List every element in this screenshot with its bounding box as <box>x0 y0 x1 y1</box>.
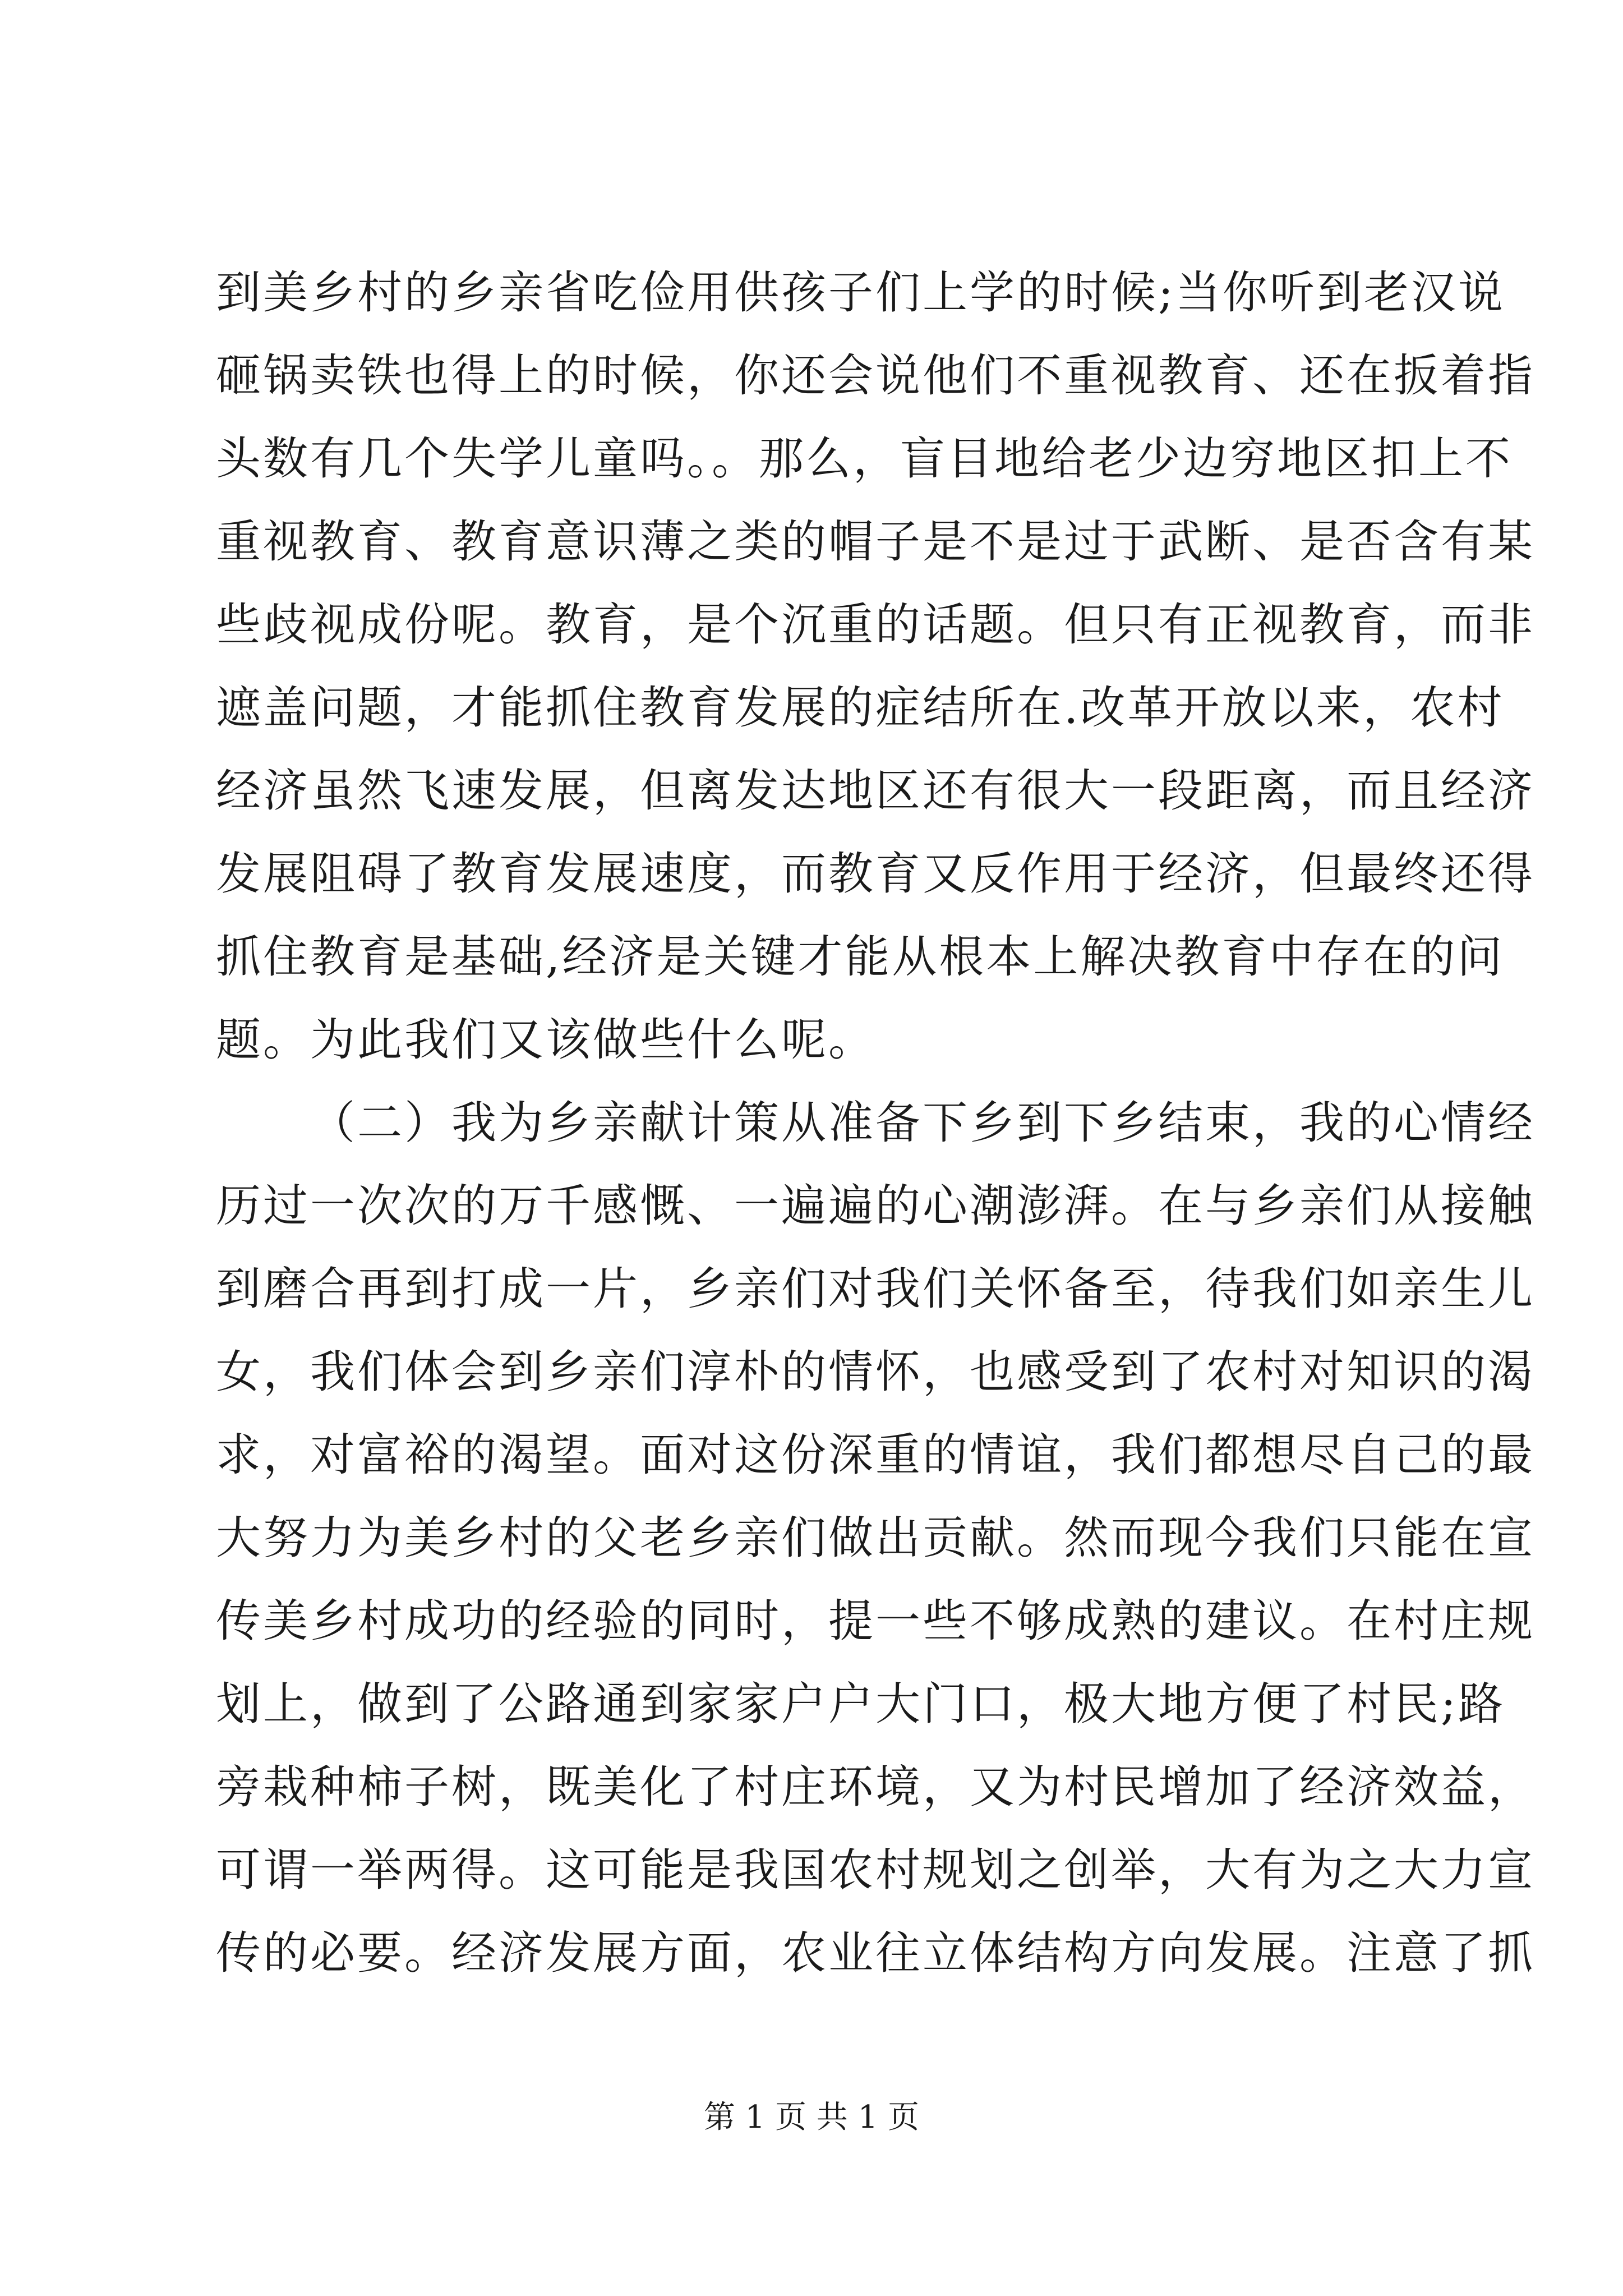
text-line: 传的必要。经济发展方面，农业往立体结构方向发展。注意了抓 <box>216 1927 1535 1979</box>
text-line: （二）我为乡亲献计策从准备下乡到下乡结束，我的心情经 <box>310 1097 1535 1149</box>
text-line: 经济虽然飞速发展，但离发达地区还有很大一段距离，而且经济 <box>216 765 1535 817</box>
text-line: 抓住教育是基础,经济是关键才能从根本上解决教育中存在的问 <box>216 931 1505 983</box>
text-line: 女，我们体会到乡亲们淳朴的情怀，也感受到了农村对知识的渴 <box>216 1346 1535 1398</box>
text-line: 传美乡村成功的经验的同时，提一些不够成熟的建议。在村庄规 <box>216 1595 1535 1647</box>
text-line: 发展阻碍了教育发展速度，而教育又反作用于经济，但最终还得 <box>216 848 1535 900</box>
text-line: 重视教育、教育意识薄之类的帽子是不是过于武断、是否含有某 <box>216 516 1535 568</box>
text-line: 求，对富裕的渴望。面对这份深重的情谊，我们都想尽自己的最 <box>216 1429 1535 1481</box>
text-line: 些歧视成份呢。教育，是个沉重的话题。但只有正视教育，而非 <box>216 599 1535 651</box>
text-line: 到美乡村的乡亲省吃俭用供孩子们上学的时候;当你听到老汉说 <box>216 266 1505 319</box>
text-line: 划上，做到了公路通到家家户户大门口，极大地方便了村民;路 <box>216 1678 1505 1730</box>
text-line: 旁栽种柿子树，既美化了村庄环境，又为村民增加了经济效益， <box>216 1761 1535 1813</box>
page-number-label: 第 1 页 共 1 页 <box>703 2099 920 2136</box>
text-line: 可谓一举两得。这可能是我国农村规划之创举，大有为之大力宣 <box>216 1844 1535 1896</box>
text-line: 砸锅卖铁也得上的时候，你还会说他们不重视教育、还在扳着指 <box>216 349 1535 402</box>
text-line: 到磨合再到打成一片，乡亲们对我们关怀备至，待我们如亲生儿 <box>216 1263 1535 1315</box>
text-line: 遮盖问题，才能抓住教育发展的症结所在.改革开放以来，农村 <box>216 682 1505 734</box>
paragraph-1 <box>216 251 1535 1082</box>
text-line: 大努力为美乡村的父老乡亲们做出贡献。然而现今我们只能在宣 <box>216 1512 1535 1564</box>
text-line: 题。为此我们又该做些什么呢。 <box>216 1014 875 1066</box>
text-line: 历过一次次的万千感慨、一遍遍的心潮澎湃。在与乡亲们从接触 <box>216 1180 1535 1232</box>
page-footer <box>0 2098 1623 2137</box>
paragraph-2 <box>216 1082 1535 1995</box>
text-line: 头数有几个失学儿童吗。。那么，盲目地给老少边穷地区扣上不 <box>216 432 1513 485</box>
body-text <box>216 251 1535 1995</box>
